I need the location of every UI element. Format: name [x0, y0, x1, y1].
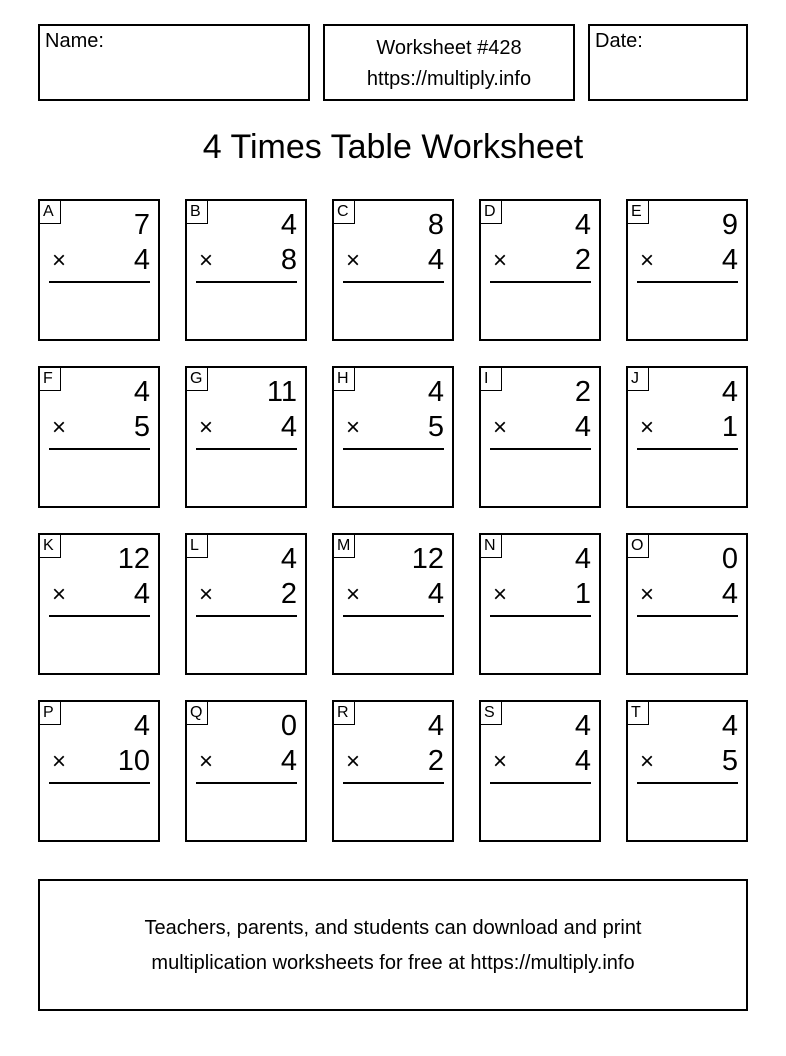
times-sign: ×: [346, 748, 361, 775]
answer-line: [49, 448, 150, 450]
times-sign: ×: [346, 247, 361, 274]
problem-card-t[interactable]: [626, 700, 748, 842]
problem-letter: P: [40, 702, 61, 725]
multiplicand: 4: [574, 543, 591, 575]
problem-letter: A: [40, 201, 61, 224]
multiplicand: 4: [721, 376, 738, 408]
problem-letter: C: [334, 201, 355, 224]
problem-card-f[interactable]: [38, 366, 160, 508]
times-sign: ×: [52, 414, 67, 441]
problem-card-r[interactable]: [332, 700, 454, 842]
footer-line-2: multiplication worksheets for free at https://multiply.info: [151, 952, 635, 974]
footer-box: [38, 879, 748, 1011]
times-sign: ×: [493, 414, 508, 441]
multiplicand: 8: [427, 209, 444, 241]
answer-line: [196, 281, 297, 283]
multiplier: 5: [427, 411, 444, 443]
name-label: Name:: [45, 30, 104, 52]
multiplier: 10: [117, 745, 150, 777]
times-sign: ×: [493, 247, 508, 274]
multiplicand: 4: [721, 710, 738, 742]
worksheet-info-box: [323, 24, 575, 101]
times-sign: ×: [199, 748, 214, 775]
problem-letter: G: [187, 368, 208, 391]
problem-letter: H: [334, 368, 355, 391]
problem-card-l[interactable]: [185, 533, 307, 675]
problem-letter: M: [334, 535, 355, 558]
answer-line: [196, 448, 297, 450]
problem-card-e[interactable]: [626, 199, 748, 341]
answer-line: [637, 281, 738, 283]
multiplier: 4: [574, 745, 591, 777]
multiplicand: 12: [411, 543, 444, 575]
problem-letter: Q: [187, 702, 208, 725]
times-sign: ×: [640, 414, 655, 441]
problem-card-h[interactable]: [332, 366, 454, 508]
problem-letter: R: [334, 702, 355, 725]
problem-letter: B: [187, 201, 208, 224]
worksheet-url: https://multiply.info: [366, 68, 532, 90]
answer-line: [637, 615, 738, 617]
multiplier: 4: [721, 244, 738, 276]
problem-letter: E: [628, 201, 649, 224]
problem-letter: K: [40, 535, 61, 558]
times-sign: ×: [346, 581, 361, 608]
multiplier: 4: [427, 578, 444, 610]
problem-card-k[interactable]: [38, 533, 160, 675]
times-sign: ×: [640, 748, 655, 775]
multiplier: 4: [721, 578, 738, 610]
multiplicand: 4: [574, 209, 591, 241]
problem-letter: O: [628, 535, 649, 558]
multiplier: 2: [427, 745, 444, 777]
times-sign: ×: [199, 247, 214, 274]
times-sign: ×: [493, 748, 508, 775]
answer-line: [490, 281, 591, 283]
answer-line: [49, 782, 150, 784]
name-field-box[interactable]: [38, 24, 310, 101]
multiplier: 8: [280, 244, 297, 276]
problem-letter: L: [187, 535, 208, 558]
problem-card-p[interactable]: [38, 700, 160, 842]
problem-card-i[interactable]: [479, 366, 601, 508]
times-sign: ×: [52, 581, 67, 608]
problem-card-b[interactable]: [185, 199, 307, 341]
times-sign: ×: [640, 247, 655, 274]
answer-line: [490, 615, 591, 617]
multiplier: 1: [721, 411, 738, 443]
times-sign: ×: [640, 581, 655, 608]
problem-letter: S: [481, 702, 502, 725]
multiplier: 2: [574, 244, 591, 276]
multiplicand: 12: [117, 543, 150, 575]
date-label: Date:: [595, 30, 643, 52]
problem-card-a[interactable]: [38, 199, 160, 341]
answer-line: [490, 448, 591, 450]
times-sign: ×: [199, 581, 214, 608]
problem-letter: F: [40, 368, 61, 391]
multiplier: 2: [280, 578, 297, 610]
multiplicand: 4: [280, 543, 297, 575]
answer-line: [343, 281, 444, 283]
times-sign: ×: [346, 414, 361, 441]
problem-card-o[interactable]: [626, 533, 748, 675]
multiplier: 1: [574, 578, 591, 610]
answer-line: [196, 615, 297, 617]
times-sign: ×: [493, 581, 508, 608]
multiplicand: 4: [427, 376, 444, 408]
multiplicand: 4: [574, 710, 591, 742]
problem-letter: D: [481, 201, 502, 224]
problem-card-c[interactable]: [332, 199, 454, 341]
multiplicand: 7: [133, 209, 150, 241]
problem-card-s[interactable]: [479, 700, 601, 842]
multiplicand: 4: [133, 710, 150, 742]
multiplier: 4: [280, 411, 297, 443]
answer-line: [343, 448, 444, 450]
footer-line-1: Teachers, parents, and students can download and print: [144, 917, 642, 939]
answer-line: [343, 782, 444, 784]
problem-card-g[interactable]: [185, 366, 307, 508]
multiplicand: 4: [280, 209, 297, 241]
multiplier: 4: [574, 411, 591, 443]
times-sign: ×: [199, 414, 214, 441]
times-sign: ×: [52, 748, 67, 775]
page-title: 4 Times Table Worksheet: [202, 128, 584, 166]
answer-line: [49, 615, 150, 617]
multiplicand: 11: [266, 376, 297, 408]
answer-line: [343, 615, 444, 617]
multiplier: 5: [721, 745, 738, 777]
multiplicand: 0: [721, 543, 738, 575]
problem-letter: N: [481, 535, 502, 558]
multiplicand: 4: [133, 376, 150, 408]
multiplier: 4: [427, 244, 444, 276]
answer-line: [49, 281, 150, 283]
multiplier: 4: [133, 578, 150, 610]
answer-line: [637, 448, 738, 450]
multiplicand: 4: [427, 710, 444, 742]
worksheet-number: Worksheet #428: [376, 37, 522, 59]
answer-line: [196, 782, 297, 784]
date-field-box[interactable]: [588, 24, 748, 101]
multiplier: 4: [280, 745, 297, 777]
multiplicand: 2: [574, 376, 591, 408]
multiplicand: 9: [721, 209, 738, 241]
problem-card-q[interactable]: [185, 700, 307, 842]
multiplicand: 0: [280, 710, 297, 742]
answer-line: [637, 782, 738, 784]
problem-card-n[interactable]: [479, 533, 601, 675]
problem-card-j[interactable]: [626, 366, 748, 508]
problem-letter: I: [481, 368, 502, 391]
multiplier: 5: [133, 411, 150, 443]
times-sign: ×: [52, 247, 67, 274]
problem-letter: J: [628, 368, 649, 391]
problem-letter: T: [628, 702, 649, 725]
problem-card-d[interactable]: [479, 199, 601, 341]
answer-line: [490, 782, 591, 784]
multiplier: 4: [133, 244, 150, 276]
problem-card-m[interactable]: [332, 533, 454, 675]
